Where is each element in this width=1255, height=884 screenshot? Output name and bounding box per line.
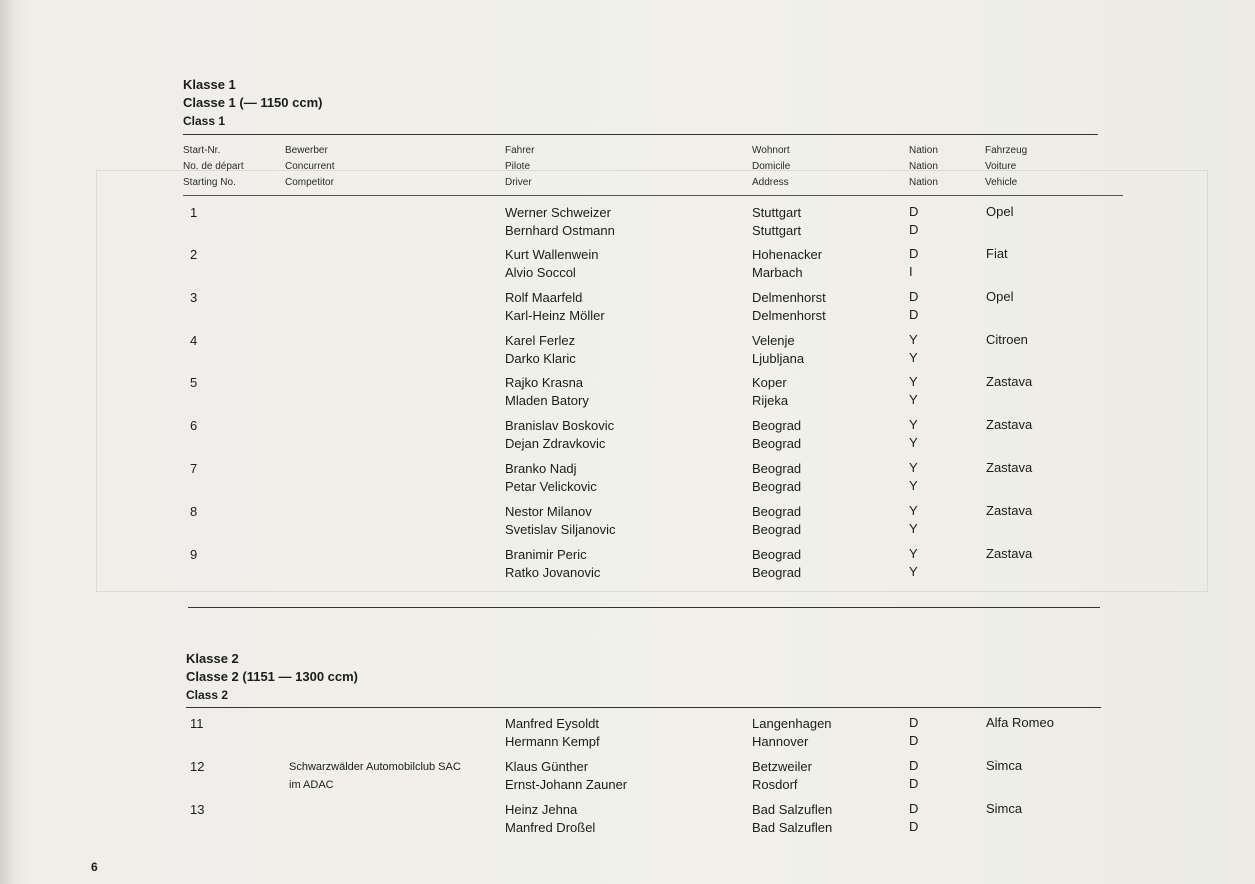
- nation-2: D: [909, 306, 919, 322]
- home-town-2: Beograd: [752, 521, 802, 537]
- start-number: 1: [190, 205, 198, 220]
- home-town-1: Stuttgart: [752, 205, 802, 220]
- vehicle: Zastava: [986, 460, 1033, 475]
- col-header-start-no: Start-Nr. No. de départ Starting No.: [183, 145, 244, 188]
- nation-1: Y: [909, 417, 918, 432]
- home-town-2: Marbach: [752, 264, 803, 280]
- driver-2: Karl-Heinz Möller: [505, 307, 605, 323]
- start-number: 13: [190, 802, 205, 817]
- home-town-2: Rosdorf: [752, 776, 798, 792]
- home-town-1: Hohenacker: [752, 247, 823, 262]
- nation-2: D: [909, 732, 919, 748]
- col-header-address: Wohnort Domicile Address: [752, 145, 791, 188]
- nation-1: Y: [909, 332, 918, 347]
- home-town-1: Delmenhorst: [752, 290, 826, 305]
- start-number: 6: [190, 418, 198, 433]
- home-town-2: Hannover: [752, 733, 809, 749]
- class1-heading-fr: Classe 1 (— 1150 ccm): [183, 95, 323, 110]
- competitor-line-1: Schwarzwälder Automobilclub SAC: [289, 761, 461, 773]
- start-number: 9: [190, 547, 198, 562]
- class2-heading-en: Class 2: [186, 688, 229, 702]
- home-town-2: Beograd: [752, 435, 802, 451]
- class2-heading-fr: Classe 2 (1151 — 1300 ccm): [186, 669, 359, 684]
- competitor-line-2: im ADAC: [289, 778, 334, 791]
- nation-1: Y: [909, 460, 918, 475]
- col-header-nation: Nation Nation Nation: [909, 145, 938, 188]
- vehicle: Zastava: [986, 546, 1033, 561]
- driver-2: Alvio Soccol: [505, 264, 576, 280]
- home-town-2: Stuttgart: [752, 222, 802, 238]
- home-town-1: Beograd: [752, 547, 802, 562]
- driver-2: Mladen Batory: [505, 392, 589, 408]
- vehicle: Simca: [986, 758, 1023, 773]
- col-header-competitor: Bewerber Concurrent Competitor: [285, 145, 335, 188]
- nation-2: D: [909, 775, 919, 791]
- start-number: 8: [190, 504, 198, 519]
- class2-heading-de: Klasse 2: [186, 651, 239, 666]
- driver-2: Manfred Droßel: [505, 819, 596, 835]
- start-number: 4: [190, 333, 198, 348]
- home-town-2: Bad Salzuflen: [752, 819, 833, 835]
- vehicle: Zastava: [986, 503, 1033, 518]
- home-town-1: Velenje: [752, 333, 795, 348]
- col-header-driver: Fahrer Pilote Driver: [505, 145, 535, 188]
- driver-1: Werner Schweizer: [505, 205, 611, 220]
- class1-top-rule: [183, 134, 1098, 135]
- show-through-frame: [96, 170, 1208, 592]
- driver-1: Manfred Eysoldt: [505, 716, 599, 731]
- nation-1: D: [909, 246, 919, 261]
- vehicle: Opel: [986, 204, 1014, 219]
- home-town-2: Rijeka: [752, 392, 789, 408]
- nation-2: Y: [909, 434, 918, 450]
- driver-2: Darko Klaric: [505, 350, 576, 366]
- vehicle: Fiat: [986, 246, 1008, 261]
- driver-1: Klaus Günther: [505, 759, 589, 774]
- nation-2: Y: [909, 520, 918, 536]
- class1-bottom-rule: [188, 607, 1100, 608]
- class2-heading: [186, 650, 358, 704]
- driver-1: Branko Nadj: [505, 461, 577, 476]
- nation-1: D: [909, 204, 919, 219]
- class1-heading: [183, 76, 322, 130]
- home-town-2: Beograd: [752, 564, 802, 580]
- nation-1: D: [909, 801, 919, 816]
- vehicle: Zastava: [986, 417, 1033, 432]
- home-town-1: Betzweiler: [752, 759, 812, 774]
- nation-1: Y: [909, 503, 918, 518]
- start-number: 3: [190, 290, 198, 305]
- col-header-vehicle: Fahrzeug Voiture Vehicle: [985, 145, 1028, 188]
- class1-header-rule: [183, 195, 1123, 196]
- vehicle: Simca: [986, 801, 1023, 816]
- nation-1: Y: [909, 374, 918, 389]
- start-number: 7: [190, 461, 198, 476]
- class1-heading-en: Class 1: [183, 114, 226, 128]
- start-number: 11: [190, 716, 204, 731]
- driver-1: Heinz Jehna: [505, 802, 578, 817]
- driver-1: Karel Ferlez: [505, 333, 576, 348]
- vehicle: Citroen: [986, 332, 1028, 347]
- vehicle: Opel: [986, 289, 1014, 304]
- driver-1: Kurt Wallenwein: [505, 247, 599, 262]
- home-town-2: Ljubljana: [752, 350, 805, 366]
- start-number: 2: [190, 247, 198, 262]
- home-town-1: Koper: [752, 375, 787, 390]
- nation-2: Y: [909, 391, 918, 407]
- nation-2: I: [909, 263, 913, 279]
- driver-1: Rajko Krasna: [505, 375, 584, 390]
- driver-2: Ernst-Johann Zauner: [505, 776, 628, 792]
- driver-1: Branimir Peric: [505, 547, 587, 562]
- driver-2: Ratko Jovanovic: [505, 564, 601, 580]
- home-town-1: Beograd: [752, 504, 802, 519]
- page-number: 6: [91, 860, 98, 874]
- driver-2: Petar Velickovic: [505, 478, 597, 494]
- nation-2: Y: [909, 563, 918, 579]
- driver-2: Hermann Kempf: [505, 733, 600, 749]
- driver-1: Rolf Maarfeld: [505, 290, 583, 305]
- nation-1: Y: [909, 546, 918, 561]
- start-number: 5: [190, 375, 198, 390]
- home-town-2: Delmenhorst: [752, 307, 826, 323]
- nation-1: D: [909, 289, 919, 304]
- driver-2: Bernhard Ostmann: [505, 222, 615, 238]
- home-town-1: Bad Salzuflen: [752, 802, 833, 817]
- start-number: 12: [190, 759, 205, 774]
- class1-heading-de: Klasse 1: [183, 77, 236, 92]
- nation-2: D: [909, 221, 919, 237]
- driver-1: Nestor Milanov: [505, 504, 592, 519]
- vehicle: Alfa Romeo: [986, 715, 1054, 730]
- driver-2: Svetislav Siljanovic: [505, 521, 616, 537]
- driver-2: Dejan Zdravkovic: [505, 435, 606, 451]
- nation-2: Y: [909, 477, 918, 493]
- home-town-2: Beograd: [752, 478, 802, 494]
- page-spine: [0, 0, 14, 884]
- home-town-1: Beograd: [752, 418, 802, 433]
- vehicle: Zastava: [986, 374, 1033, 389]
- nation-1: D: [909, 715, 919, 730]
- nation-1: D: [909, 758, 919, 773]
- nation-2: Y: [909, 349, 918, 365]
- driver-1: Branislav Boskovic: [505, 418, 615, 433]
- home-town-1: Langenhagen: [752, 716, 832, 731]
- home-town-1: Beograd: [752, 461, 802, 476]
- class2-top-rule: [186, 707, 1101, 708]
- nation-2: D: [909, 818, 919, 834]
